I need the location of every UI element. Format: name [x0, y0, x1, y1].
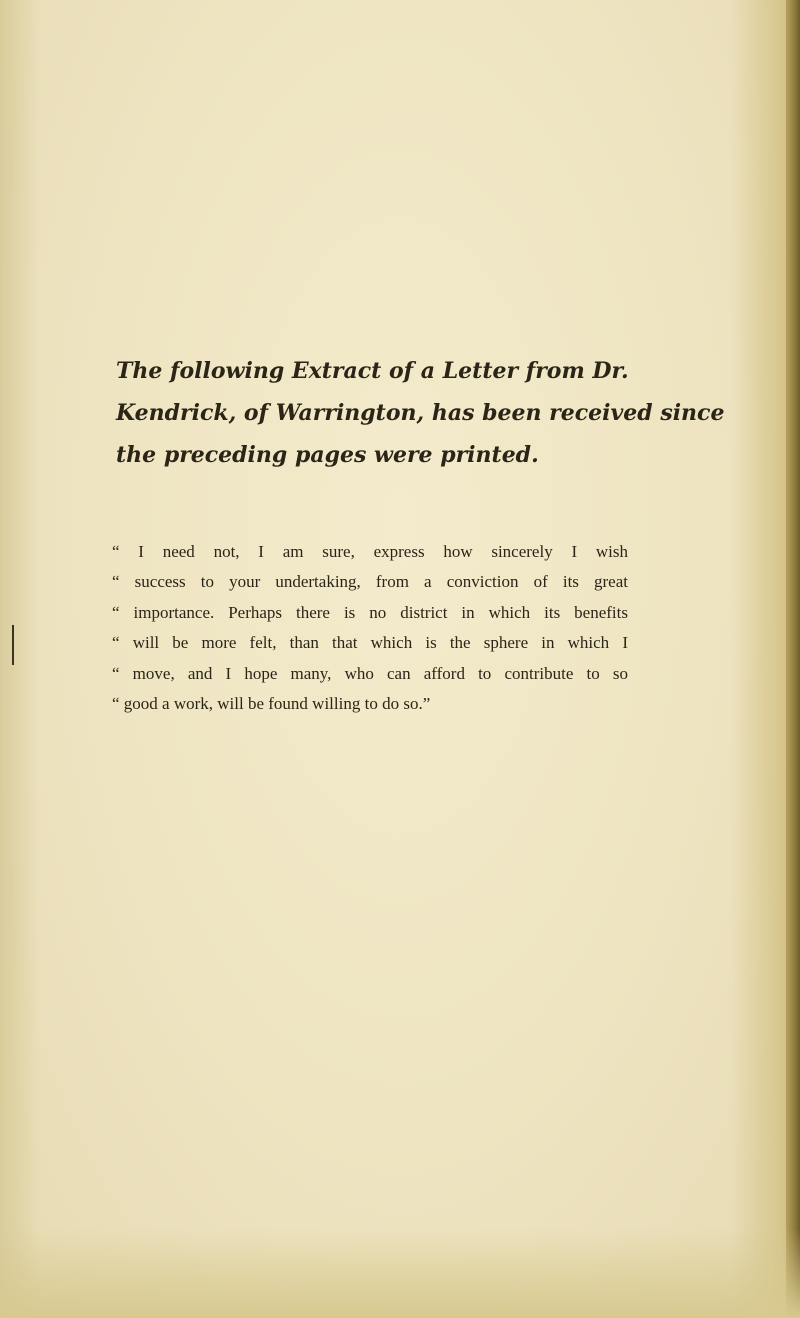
heading-line: The following Extract of a Letter from Dr.	[116, 358, 629, 384]
quote-line: “ I need not, I am sure, express how sincerely I wish	[112, 542, 628, 561]
quote-line: “ will be more felt, than that which is the sphere in which I	[112, 633, 628, 653]
quote-line: “ good a work, will be found willing to do so.”	[112, 694, 431, 714]
page-bottom-shadow	[0, 1228, 800, 1318]
margin-mark	[12, 625, 14, 665]
extract-heading	[116, 350, 756, 476]
quote-line: “ move, and I hope many, who can afford to contribute to so	[112, 663, 628, 683]
quote-line: “ importance. Perhaps there is no district in which its benefits	[112, 602, 628, 622]
heading-line: the preceding pages were printed.	[116, 442, 539, 468]
heading-line: Kendrick, of Warrington, has been received since	[116, 400, 725, 426]
quote-line: “ success to your undertaking, from a conviction of its great	[112, 572, 628, 592]
page-left-shadow	[0, 0, 40, 1318]
letter-quote	[112, 537, 752, 719]
book-binding	[786, 0, 800, 1318]
